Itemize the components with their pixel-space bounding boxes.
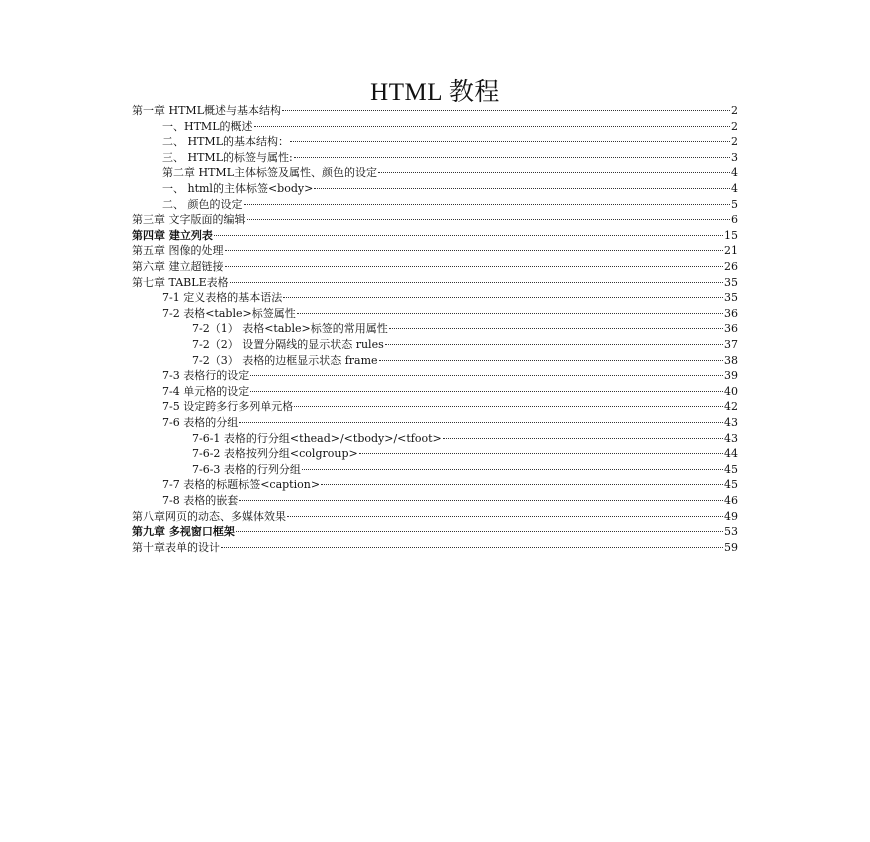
toc-entry[interactable] [192, 431, 738, 447]
toc-entry-label: 7-2（1） 表格<table>标签的常用属性 [192, 322, 388, 336]
toc-dot-leader [294, 157, 730, 158]
document-title: HTML 教程 [370, 79, 500, 106]
toc-entry[interactable] [162, 493, 738, 509]
toc-page-number: 45 [724, 478, 738, 492]
toc-page-number: 15 [724, 228, 738, 242]
toc-entry-label: 第五章 图像的处理 [132, 244, 224, 258]
toc-page-number: 38 [724, 353, 738, 367]
toc-dot-leader [378, 172, 730, 173]
toc-entry-label: 7-6-2 表格按列分组<colgroup> [192, 447, 358, 461]
toc-entry[interactable] [162, 134, 738, 150]
toc-entry[interactable] [162, 368, 738, 384]
toc-entry[interactable] [162, 415, 738, 431]
toc-entry-label: 7-6-1 表格的行分组<thead>/<tbody>/<tfoot> [192, 431, 442, 445]
toc-dot-leader [385, 344, 723, 345]
toc-entry-label: 7-1 定义表格的基本语法 [162, 291, 283, 305]
toc-entry-label: 第九章 多视窗口框架 [132, 525, 235, 539]
toc-dot-leader [297, 313, 723, 314]
toc-dot-leader [250, 375, 723, 376]
toc-entry[interactable] [162, 384, 738, 400]
toc-dot-leader [214, 235, 723, 236]
toc-entry[interactable] [132, 243, 738, 259]
toc-dot-leader [379, 360, 723, 361]
toc-dot-leader [389, 328, 723, 329]
toc-page-number: 5 [731, 197, 738, 211]
toc-entry-label: 第八章网页的动态、多媒体效果 [132, 509, 286, 523]
toc-entry[interactable] [192, 353, 738, 369]
toc-dot-leader [254, 126, 731, 127]
toc-entry[interactable] [132, 259, 738, 275]
toc-dot-leader [302, 469, 723, 470]
toc-entry[interactable] [132, 212, 738, 228]
toc-entry-label: 一、HTML的概述 [162, 119, 253, 133]
toc-entry-label: 7-2（3） 表格的边框显示状态 frame [192, 353, 378, 367]
toc-page-number: 2 [731, 135, 738, 149]
toc-entry-label: 三、 HTML的标签与属性: [162, 150, 293, 164]
toc-page-number: 59 [724, 540, 738, 554]
toc-entry-label: 7-3 表格行的设定 [162, 369, 250, 383]
toc-page-number: 42 [724, 400, 738, 414]
toc-page-number: 39 [724, 369, 738, 383]
toc-entry[interactable] [162, 306, 738, 322]
toc-entry[interactable] [162, 399, 738, 415]
toc-entry-label: 第一章 HTML概述与基本结构 [132, 104, 281, 117]
toc-entry-label: 第四章 建立列表 [132, 228, 213, 242]
toc-entry-label: 7-2（2） 设置分隔线的显示状态 rules [192, 338, 384, 351]
toc-entry-label: 一、 html的主体标签<body> [162, 182, 314, 195]
toc-dot-leader [290, 141, 730, 142]
toc-entry-label: 7-6 表格的分组 [162, 416, 239, 429]
toc-page-number: 43 [724, 431, 738, 445]
toc-entry-label: 第二章 HTML主体标签及属性、颜色的设定 [162, 166, 377, 180]
toc-page-number: 36 [724, 306, 738, 320]
toc-page-number: 35 [724, 275, 738, 289]
toc-entry[interactable] [132, 228, 738, 244]
toc-entry[interactable] [162, 119, 738, 135]
toc-entry[interactable] [162, 150, 738, 166]
toc-entry[interactable] [162, 290, 738, 306]
toc-dot-leader [282, 110, 730, 111]
toc-entry[interactable] [162, 477, 738, 493]
toc-entry[interactable] [192, 462, 738, 478]
toc-entry-label: 第十章表单的设计 [132, 540, 220, 554]
toc-entry-label: 第三章 文字版面的编辑 [132, 213, 246, 227]
toc-entry-label: 7-6-3 表格的行列分组 [192, 462, 301, 476]
toc-entry[interactable] [132, 524, 738, 540]
toc-page-number: 53 [724, 525, 738, 539]
toc-entry-label: 7-7 表格的标题标签<caption> [162, 478, 321, 492]
toc-dot-leader [287, 516, 723, 517]
toc-entry-label: 二、 颜色的设定 [162, 197, 243, 211]
toc-entry-label: 二、 HTML的基本结构： [162, 135, 289, 149]
toc-page-number: 2 [731, 104, 738, 117]
toc-page-number: 26 [724, 260, 738, 273]
toc-page-number: 2 [731, 119, 738, 133]
toc-page-number: 44 [724, 447, 738, 461]
toc-entry[interactable] [132, 275, 738, 291]
toc-page-number: 35 [724, 291, 738, 305]
toc-dot-leader [239, 422, 723, 423]
toc-page-number: 36 [724, 322, 738, 336]
toc-entry[interactable] [132, 509, 738, 525]
toc-entry-label: 第六章 建立超链接 [132, 260, 224, 273]
toc-page-number: 43 [724, 416, 738, 429]
toc-dot-leader [321, 484, 723, 485]
toc-entry[interactable] [192, 337, 738, 353]
toc-entry[interactable] [192, 446, 738, 462]
toc-page-number: 49 [724, 509, 738, 523]
toc-page-number: 4 [731, 166, 738, 180]
toc-entry-label: 第七章 TABLE表格 [132, 275, 229, 289]
toc-entry[interactable] [162, 165, 738, 181]
toc-entry[interactable] [132, 103, 738, 119]
toc-entry[interactable] [132, 540, 738, 556]
toc-dot-leader [244, 204, 731, 205]
toc-entry-label: 7-8 表格的嵌套 [162, 494, 239, 507]
toc-dot-leader [294, 406, 723, 407]
toc-dot-leader [225, 266, 724, 267]
toc-entry[interactable] [192, 321, 738, 337]
toc-dot-leader [247, 219, 731, 220]
toc-dot-leader [230, 282, 723, 283]
toc-dot-leader [443, 438, 723, 439]
toc-dot-leader [283, 297, 723, 298]
toc-dot-leader [239, 500, 723, 501]
toc-page-number: 40 [724, 384, 738, 398]
toc-dot-leader [225, 250, 724, 251]
toc-dot-leader [236, 531, 723, 532]
toc-entry-label: 7-2 表格<table>标签属性 [162, 306, 296, 320]
toc-page-number: 3 [731, 150, 738, 164]
toc-page-number: 37 [724, 338, 738, 351]
toc-page-number: 6 [731, 213, 738, 227]
toc-page-number: 46 [724, 494, 738, 507]
toc-page-number: 4 [731, 182, 738, 195]
toc-page-number: 45 [724, 462, 738, 476]
toc-dot-leader [359, 453, 723, 454]
toc-entry-label: 7-4 单元格的设定 [162, 384, 250, 398]
toc-entry-label: 7-5 设定跨多行多列单元格 [162, 400, 294, 414]
toc-entry[interactable] [162, 181, 738, 197]
toc-page-number: 21 [724, 244, 738, 258]
toc-dot-leader [221, 547, 723, 548]
toc-dot-leader [250, 391, 723, 392]
toc-entry[interactable] [162, 197, 738, 213]
toc-dot-leader [314, 188, 730, 189]
